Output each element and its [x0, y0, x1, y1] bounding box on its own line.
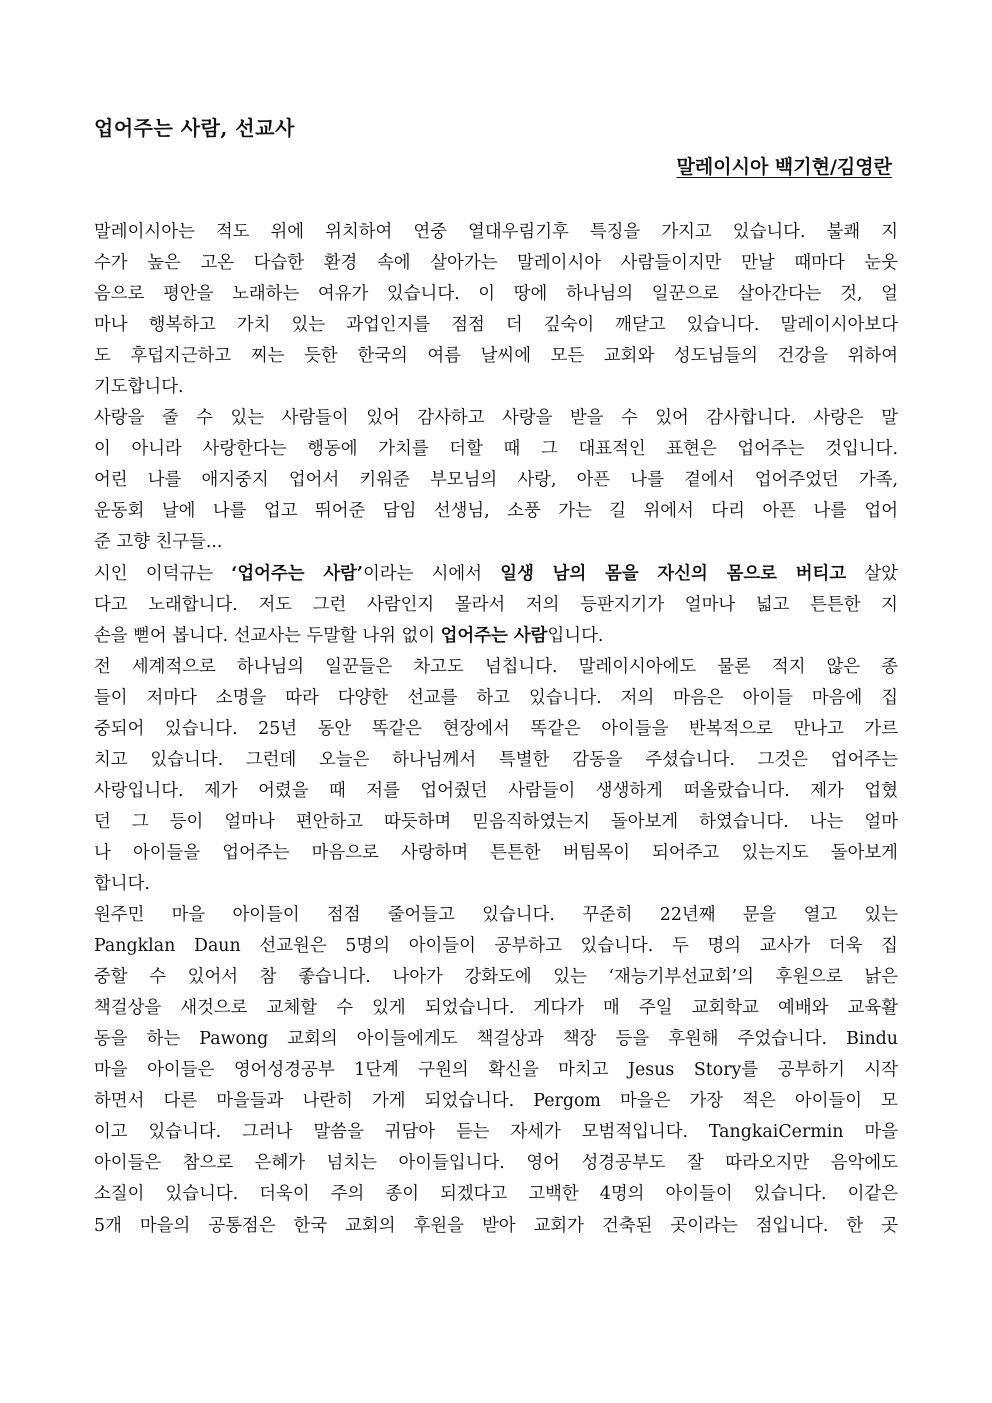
text-line: 기도합니다.	[94, 377, 184, 398]
body-text	[94, 217, 898, 1242]
text-segment: 이라는 시에서	[362, 563, 501, 584]
text-line: 운동회 날에 나를 업고 뛰어준 담임 선생님, 소풍 가는 길 위에서 다리 아픈 나를 업어	[94, 501, 898, 522]
text-line: 사랑입니다. 제가 어렸을 때 저를 업어줬던 사람들이 생생하게 떠올랐습니다. 제가 업혔	[94, 780, 898, 801]
document-title: 업어주는 사람, 선교사	[94, 116, 295, 140]
text-line: 책걸상을 새것으로 교체할 수 있게 되었습니다. 게다가 매 주일 교회학교 예배와 교육활	[94, 998, 898, 1019]
text-line: 말레이시아는 적도 위에 위치하여 연중 열대우림기후 특징을 가지고 있습니다. 불쾌 지	[94, 222, 898, 242]
text-line: 중되어 있습니다. 25년 동안 똑같은 현장에서 똑같은 아이들을 반복적으로 만나고 가르	[94, 718, 898, 739]
text-line: 준 고향 친구들...	[94, 532, 223, 553]
text-line: 나 아이들을 업어주는 마음으로 사랑하며 튼튼한 버팀목이 되어주고 있는지도 돌아보게	[94, 842, 898, 863]
text-line: 동을 하는 Pawong 교회의 아이들에게도 책걸상과 책장 등을 후원해 주었습니다. Bindu	[94, 1029, 898, 1050]
text-segment: 손을 뻗어 봅니다. 선교사는 두말할 나위 없이	[94, 625, 441, 646]
text-line: 들이 저마다 소명을 따라 다양한 선교를 하고 있습니다. 저의 마음은 아이들 마음에 집	[94, 687, 898, 708]
text-line: 소질이 있습니다. 더욱이 주의 종이 되겠다고 고백한 4명의 아이들이 있습니다. 이같은	[94, 1184, 898, 1205]
text-line-with-emphasis	[94, 559, 898, 590]
text-line: 던 그 등이 얼마나 편안하고 따듯하며 믿음직하였는지 돌아보게 하였습니다. 나는 얼마	[94, 811, 898, 832]
text-line: 전 세계적으로 하나님의 일꾼들은 차고도 넘칩니다. 말레이시아에도 물론 적지 않은 종	[94, 656, 898, 677]
text-line: 어린 나를 애지중지 업어서 키워준 부모님의 사랑, 아픈 나를 곁에서 업어주었던 가족,	[94, 470, 898, 491]
text-line-with-emphasis	[94, 621, 898, 652]
text-line: 수가 높은 고온 다습한 환경 속에 살아가는 말레이시아 사람들이지만 만날 때마다 눈웃	[94, 253, 898, 274]
text-line: 마을 아이들은 영어성경공부 1단계 구원의 확신을 마치고 Jesus Story를 공부하기 시작	[94, 1060, 898, 1081]
text-line: 이 아니라 사랑한다는 행동에 가치를 더할 때 그 대표적인 표현은 업어주는 것입니다.	[94, 439, 898, 460]
text-line: 마나 행복하고 가치 있는 과업인지를 점점 더 깊숙이 깨닫고 있습니다. 말레이시아보다	[94, 315, 898, 336]
text-line: 이고 있습니다. 그러나 말씀을 귀담아 듣는 자세가 모범적입니다. TangkaiCermin 마을	[94, 1122, 898, 1143]
text-line: 사랑을 줄 수 있는 사람들이 있어 감사하고 사랑을 받을 수 있어 감사합니다. 사랑은 말	[94, 408, 898, 429]
text-line: 다고 노래합니다. 저도 그런 사람인지 몰라서 저의 등판지기가 얼마나 넓고 튼튼한 지	[94, 594, 898, 615]
text-segment: 입니다.	[547, 625, 604, 646]
text-line: 합니다.	[94, 873, 150, 894]
text-line: 치고 있습니다. 그런데 오늘은 하나님께서 특별한 감동을 주셨습니다. 그것은 업어주는	[94, 749, 898, 770]
text-line: Pangklan Daun 선교원은 5명의 아이들이 공부하고 있습니다. 두 명의 교사가 더욱 집	[94, 936, 898, 957]
quote-emphasis: 일생 남의 몸을 자신의 몸으로 버티고	[500, 563, 847, 584]
text-segment: 시인 이덕규는	[94, 563, 232, 584]
text-line: 도 후덥지근하고 찌는 듯한 한국의 여름 날씨에 모든 교회와 성도님들의 건강을 위하여	[94, 346, 898, 367]
author-line: 말레이시아 백기현/김영란	[676, 156, 892, 178]
poem-title-emphasis: ‘업어주는 사람’	[231, 563, 363, 584]
text-line: 음으로 평안을 노래하는 여유가 있습니다. 이 땅에 하나님의 일꾼으로 살아간다는 것, 얼	[94, 284, 898, 305]
text-line: 하면서 다른 마을들과 나란히 가게 되었습니다. Pergom 마을은 가장 적은 아이들이 모	[94, 1091, 898, 1112]
text-line: 중할 수 있어서 참 좋습니다. 나아가 강화도에 있는 ‘재능기부선교회’의 후원으로 낡은	[94, 967, 898, 988]
emphasis-text: 업어주는 사람	[440, 625, 548, 646]
text-line: 5개 마을의 공통점은 한국 교회의 후원을 받아 교회가 건축된 곳이라는 점입니다. 한 곳	[94, 1215, 898, 1236]
text-line: 아이들은 참으로 은혜가 넘치는 아이들입니다. 영어 성경공부도 잘 따라오지만 음악에도	[94, 1153, 898, 1174]
text-segment: 살았	[846, 563, 898, 584]
text-line: 원주민 마을 아이들이 점점 줄어들고 있습니다. 꾸준히 22년째 문을 열고 있는	[94, 905, 898, 926]
